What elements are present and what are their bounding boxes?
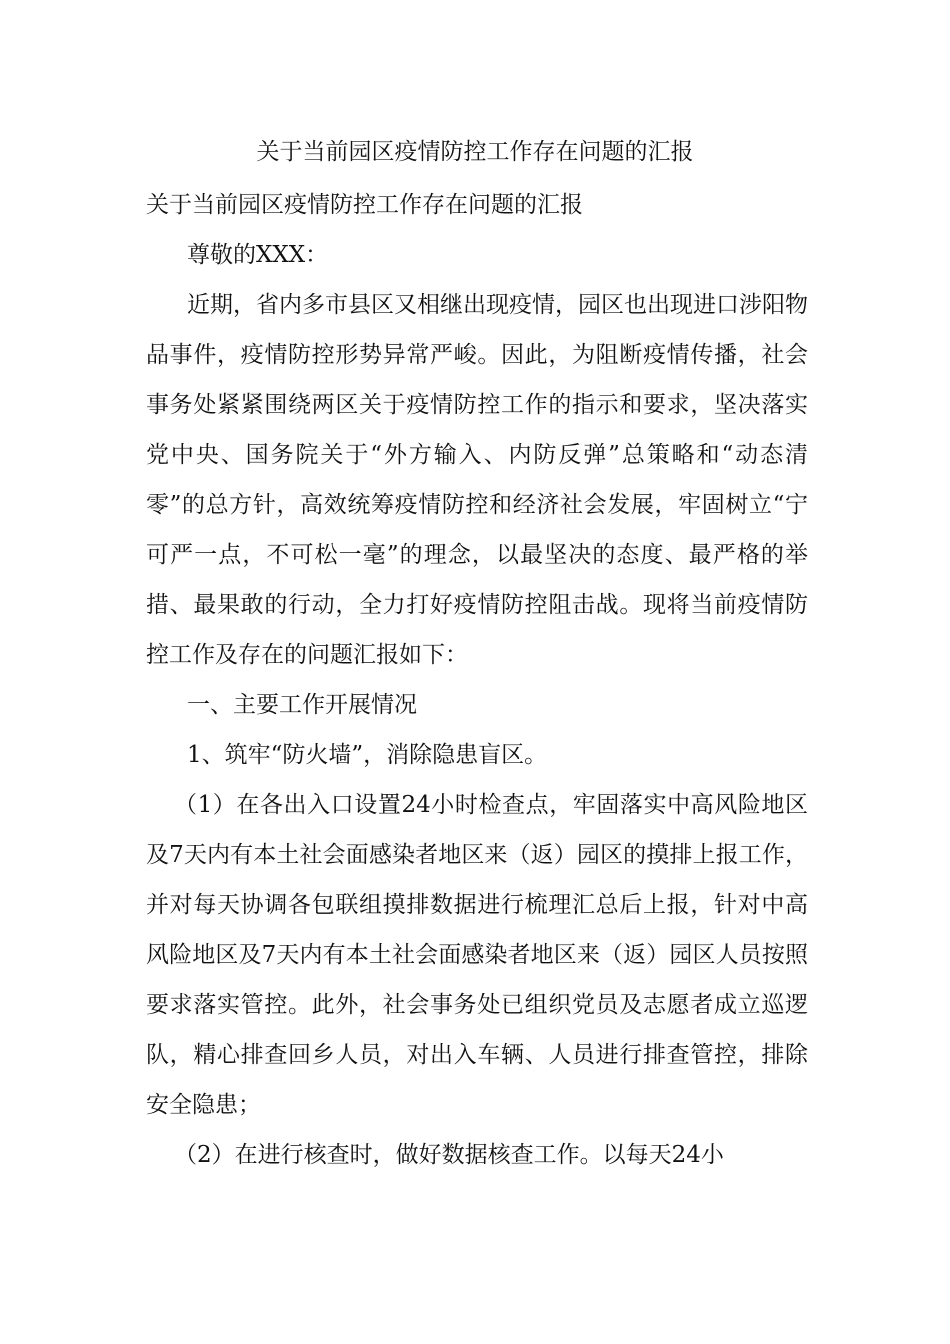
section-heading: 一、主要工作开展情况: [187, 692, 417, 718]
intro-paragraph: 近期，省内多市县区又相继出现疫情，园区也出现进口涉阳物品事件，疫情防控形势异常严峻。因此，为阻断疫情传播，社会事务处紧紧围绕两区关于疫情防控工作的指示和要求，坚决落实党中央、国务院关于“外方输入、内防反弹”总策略和“动态清零”的总方针，高效统筹疫情防控和经济社会发展，牢固树立“宁可严一点，不可松一毫”的理念，以最坚决的态度、最严格的举措、最果敢的行动，全力打好疫情防控阻击战。现将当前疫情防控工作及存在的问题汇报如下：: [146, 292, 808, 668]
item-paragraph-1: （1）在各出入口设置24小时检查点，牢固落实中高风险地区及7天内有本土社会面感染者地区来（返）园区的摸排上报工作，并对每天协调各包联组摸排数据进行梳理汇总后上报，针对中高风险地区及7天内有本土社会面感染者地区来（返）园区人员按照要求落实管控。此外，社会事务处已组织党员及志愿者成立巡逻队，精心排查回乡人员，对出入车辆、人员进行排查管控，排除安全隐患；: [146, 792, 808, 1118]
subsection-heading: 1、筑牢“防火墙”，消除隐患盲区。: [187, 742, 548, 768]
document-body: [146, 180, 808, 1180]
document-subtitle: 关于当前园区疫情防控工作存在问题的汇报: [146, 192, 583, 218]
item-paragraph-2: （2）在进行核查时，做好数据核查工作。以每天24小: [174, 1142, 724, 1168]
salutation: 尊敬的XXX：: [187, 242, 329, 268]
document-title: 关于当前园区疫情防控工作存在问题的汇报: [256, 139, 694, 165]
